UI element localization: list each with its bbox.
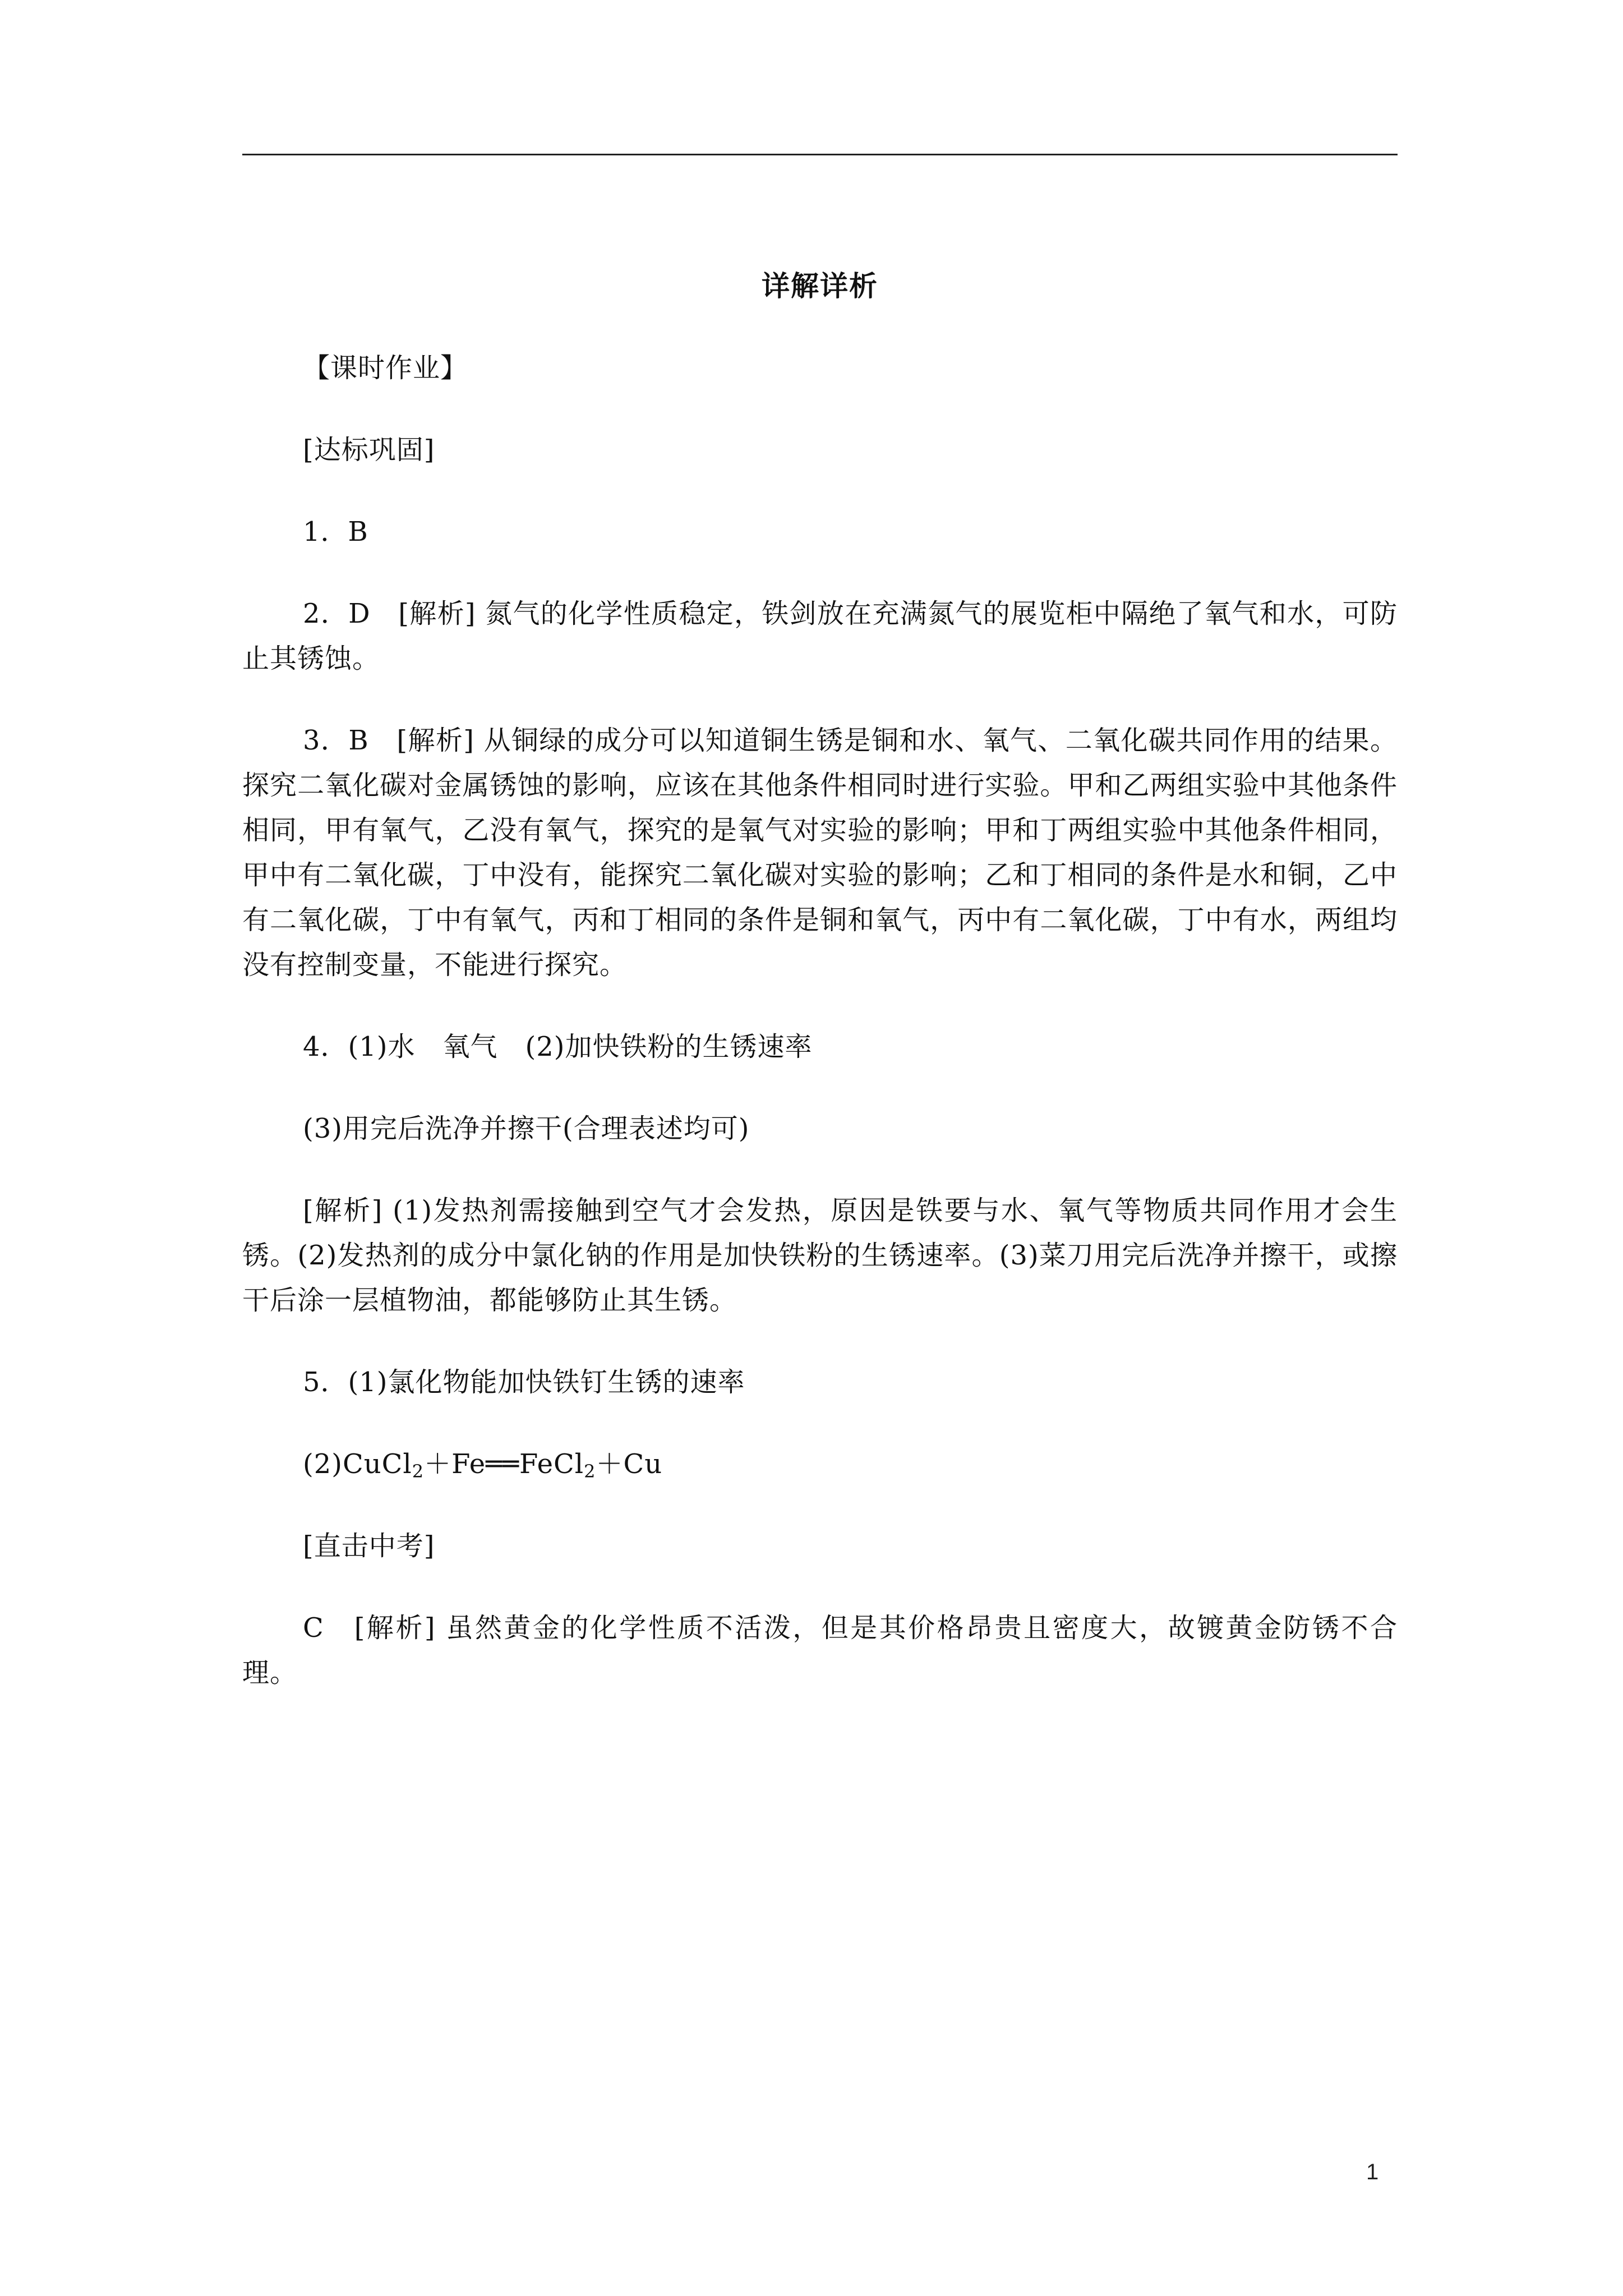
answer-4-line-1: 4．(1)水 氧气 (2)加快铁粉的生锈速率 — [303, 1031, 813, 1062]
equation-part-middle: ＋Fe══FeCl — [424, 1448, 584, 1480]
document-body — [242, 264, 1398, 1732]
answer-3: 3．B [解析] 从铜绿的成分可以知道铜生锈是铜和水、氧气、二氧化碳共同作用的结果。探究二氧化碳对金属锈蚀的影响，应该在其他条件相同时进行实验。甲和乙两组实验中其他条件相同，甲有氧气，乙没有氧气，探究的是氧气对实验的影响；甲和丁两组实验中其他条件相同，甲中有二氧化碳，丁中没有，能探究二氧化碳对实验的影响；乙和丁相同的条件是水和铜，乙中有二氧化碳，丁中有氧气，丙和丁相同的条件是铜和氧气，丙中有二氧化碳，丁中有水，两组均没有控制变量，不能进行探究。 — [242, 725, 1398, 981]
equation-part-suffix: ＋Cu — [596, 1448, 663, 1480]
answer-4-line-2: (3)用完后洗净并擦干(合理表述均可) — [303, 1113, 750, 1144]
page-number: 1 — [1366, 2160, 1379, 2184]
answer-5-line-1: 5．(1)氯化物能加快铁钉生锈的速率 — [303, 1366, 745, 1398]
section-heading-homework: 【课时作业】 — [303, 352, 468, 384]
page-title: 详解详析 — [762, 269, 878, 302]
section-heading-exam: [直击中考] — [303, 1530, 435, 1562]
equation-subscript-1: 2 — [412, 1461, 425, 1482]
section-heading-standard: [达标巩固] — [303, 434, 435, 466]
exam-answer: C [解析] 虽然黄金的化学性质不活泼，但是其价格昂贵且密度大，故镀黄金防锈不合理。 — [242, 1612, 1398, 1688]
answer-5-equation — [242, 1442, 1398, 1487]
equation-part-prefix: (2)CuCl — [303, 1448, 412, 1480]
header-rule — [242, 154, 1398, 155]
equation-subscript-2: 2 — [584, 1461, 596, 1482]
answer-2: 2．D [解析] 氮气的化学性质稳定，铁剑放在充满氮气的展览柜中隔绝了氧气和水，可防止其锈蚀。 — [242, 598, 1398, 674]
answer-1: 1．B — [303, 516, 368, 547]
answer-4-analysis: [解析] (1)发热剂需接触到空气才会发热，原因是铁要与水、氧气等物质共同作用才会生锈。(2)发热剂的成分中氯化钠的作用是加快铁粉的生锈速率。(3)菜刀用完后洗净并擦干，或擦干后涂一层植物油，都能够防止其生锈。 — [242, 1195, 1398, 1316]
